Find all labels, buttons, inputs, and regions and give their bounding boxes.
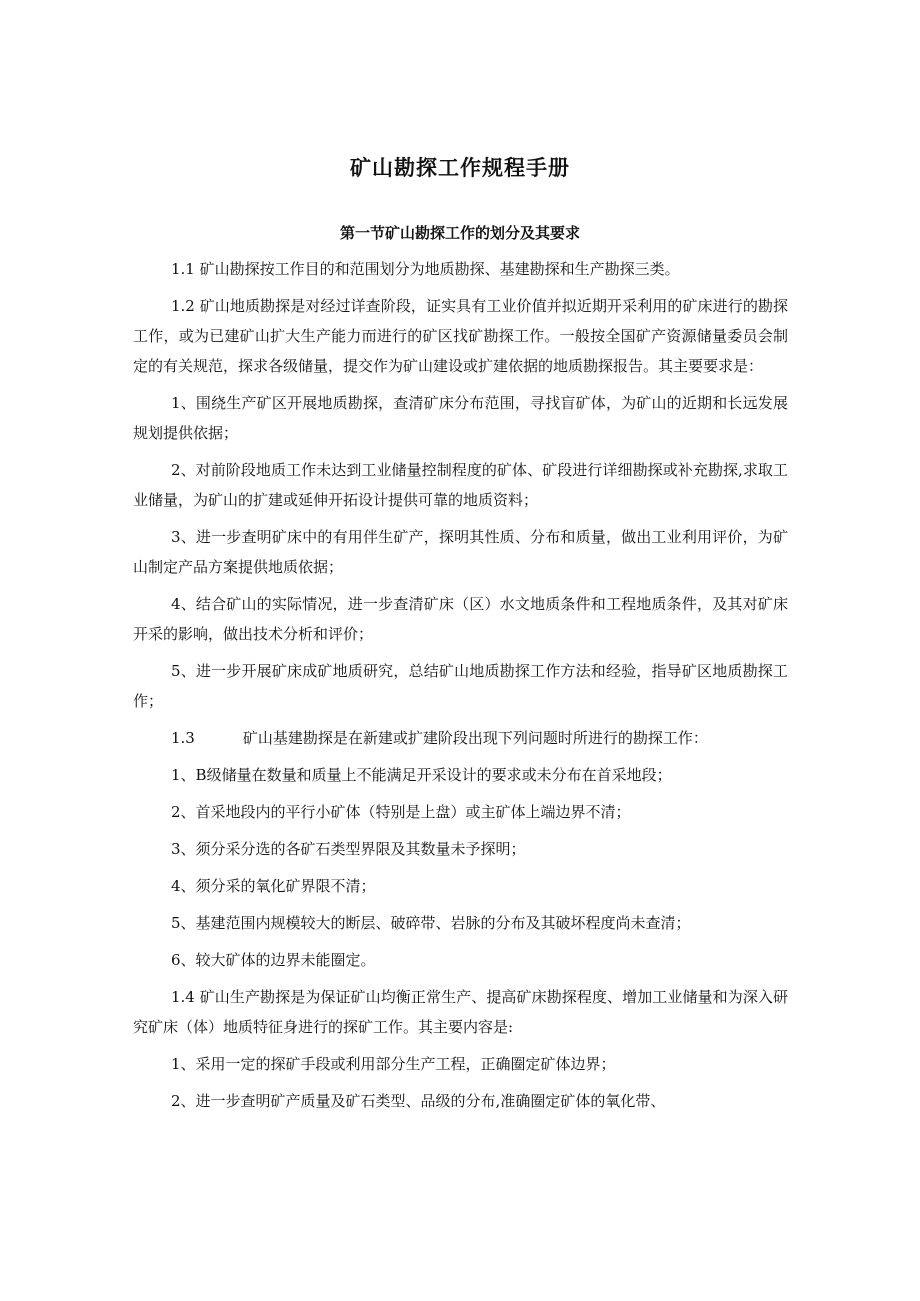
paragraph-text: 矿山基建勘探是在新建或扩建阶段出现下列问题时所进行的勘探工作： <box>242 729 708 747</box>
paragraph: 2、对前阶段地质工作未达到工业储量控制程度的矿体、矿段进行详细勘探或补充勘探,求取工业储量，为矿山的扩建或延伸开拓设计提供可靠的地质资料； <box>133 461 788 509</box>
document-body <box>133 254 788 1123</box>
paragraph: 1.2 矿山地质勘探是对经过详查阶段，证实具有工业价值并拟近期开采利用的矿床进行的勘探工作，或为已建矿山扩大生产能力而进行的矿区找矿勘探工作。一般按全国矿产资源储量委员会制定的有关规范，探求各级储量，提交作为矿山建设或扩建依据的地质勘探报告。其主要要求是： <box>133 297 788 375</box>
paragraph: 5、进一步开展矿床成矿地质研究，总结矿山地质勘探工作方法和经验，指导矿区地质勘探工作； <box>133 662 788 710</box>
paragraph: 2、首采地段内的平行小矿体（特别是上盘）或主矿体上端边界不清； <box>171 803 631 821</box>
paragraph: 4、结合矿山的实际情况，进一步查清矿床（区）水文地质条件和工程地质条件，及其对矿床开采的影响，做出技术分析和评价； <box>133 595 788 643</box>
paragraph: 1、围绕生产矿区开展地质勘探，查清矿床分布范围，寻找盲矿体，为矿山的近期和长远发展规划提供依据； <box>133 394 788 442</box>
paragraph: 6、较大矿体的边界未能圈定。 <box>171 951 376 969</box>
paragraph: 3、进一步查明矿床中的有用伴生矿产，探明其性质、分布和质量，做出工业利用评价，为矿山制定产品方案提供地质依据； <box>133 528 788 576</box>
section-title: 第一节矿山勘探工作的划分及其要求 <box>339 224 580 242</box>
paragraph: 1.4 矿山生产勘探是为保证矿山均衡正常生产、提高矿床勘探程度、增加工业储量和为深入研究矿床（体）地质特征身进行的探矿工作。其主要内容是: <box>133 988 788 1036</box>
paragraph-number: 1.3 <box>171 729 195 747</box>
paragraph: 5、基建范围内规模较大的断层、破碎带、岩脉的分布及其破坏程度尚未查清； <box>171 914 691 932</box>
paragraph: 1.1 矿山勘探按工作目的和范围划分为地质勘探、基建勘探和生产勘探三类。 <box>171 260 680 278</box>
paragraph: 3、须分采分选的各矿石类型界限及其数量未予探明； <box>171 840 526 858</box>
paragraph: 4、须分采的氧化矿界限不清； <box>171 877 376 895</box>
paragraph-1-3 <box>133 723 788 753</box>
paragraph: 1、采用一定的探矿手段或利用部分生产工程，正确圈定矿体边界； <box>171 1055 616 1073</box>
document-title: 矿山勘探工作规程手册 <box>350 156 570 180</box>
paragraph: 2、进一步查明矿产质量及矿石类型、品级的分布,准确圈定矿体的氧化带、 <box>171 1092 666 1110</box>
paragraph: 1、B级储量在数量和质量上不能满足开采设计的要求或未分布在首采地段； <box>171 766 672 784</box>
